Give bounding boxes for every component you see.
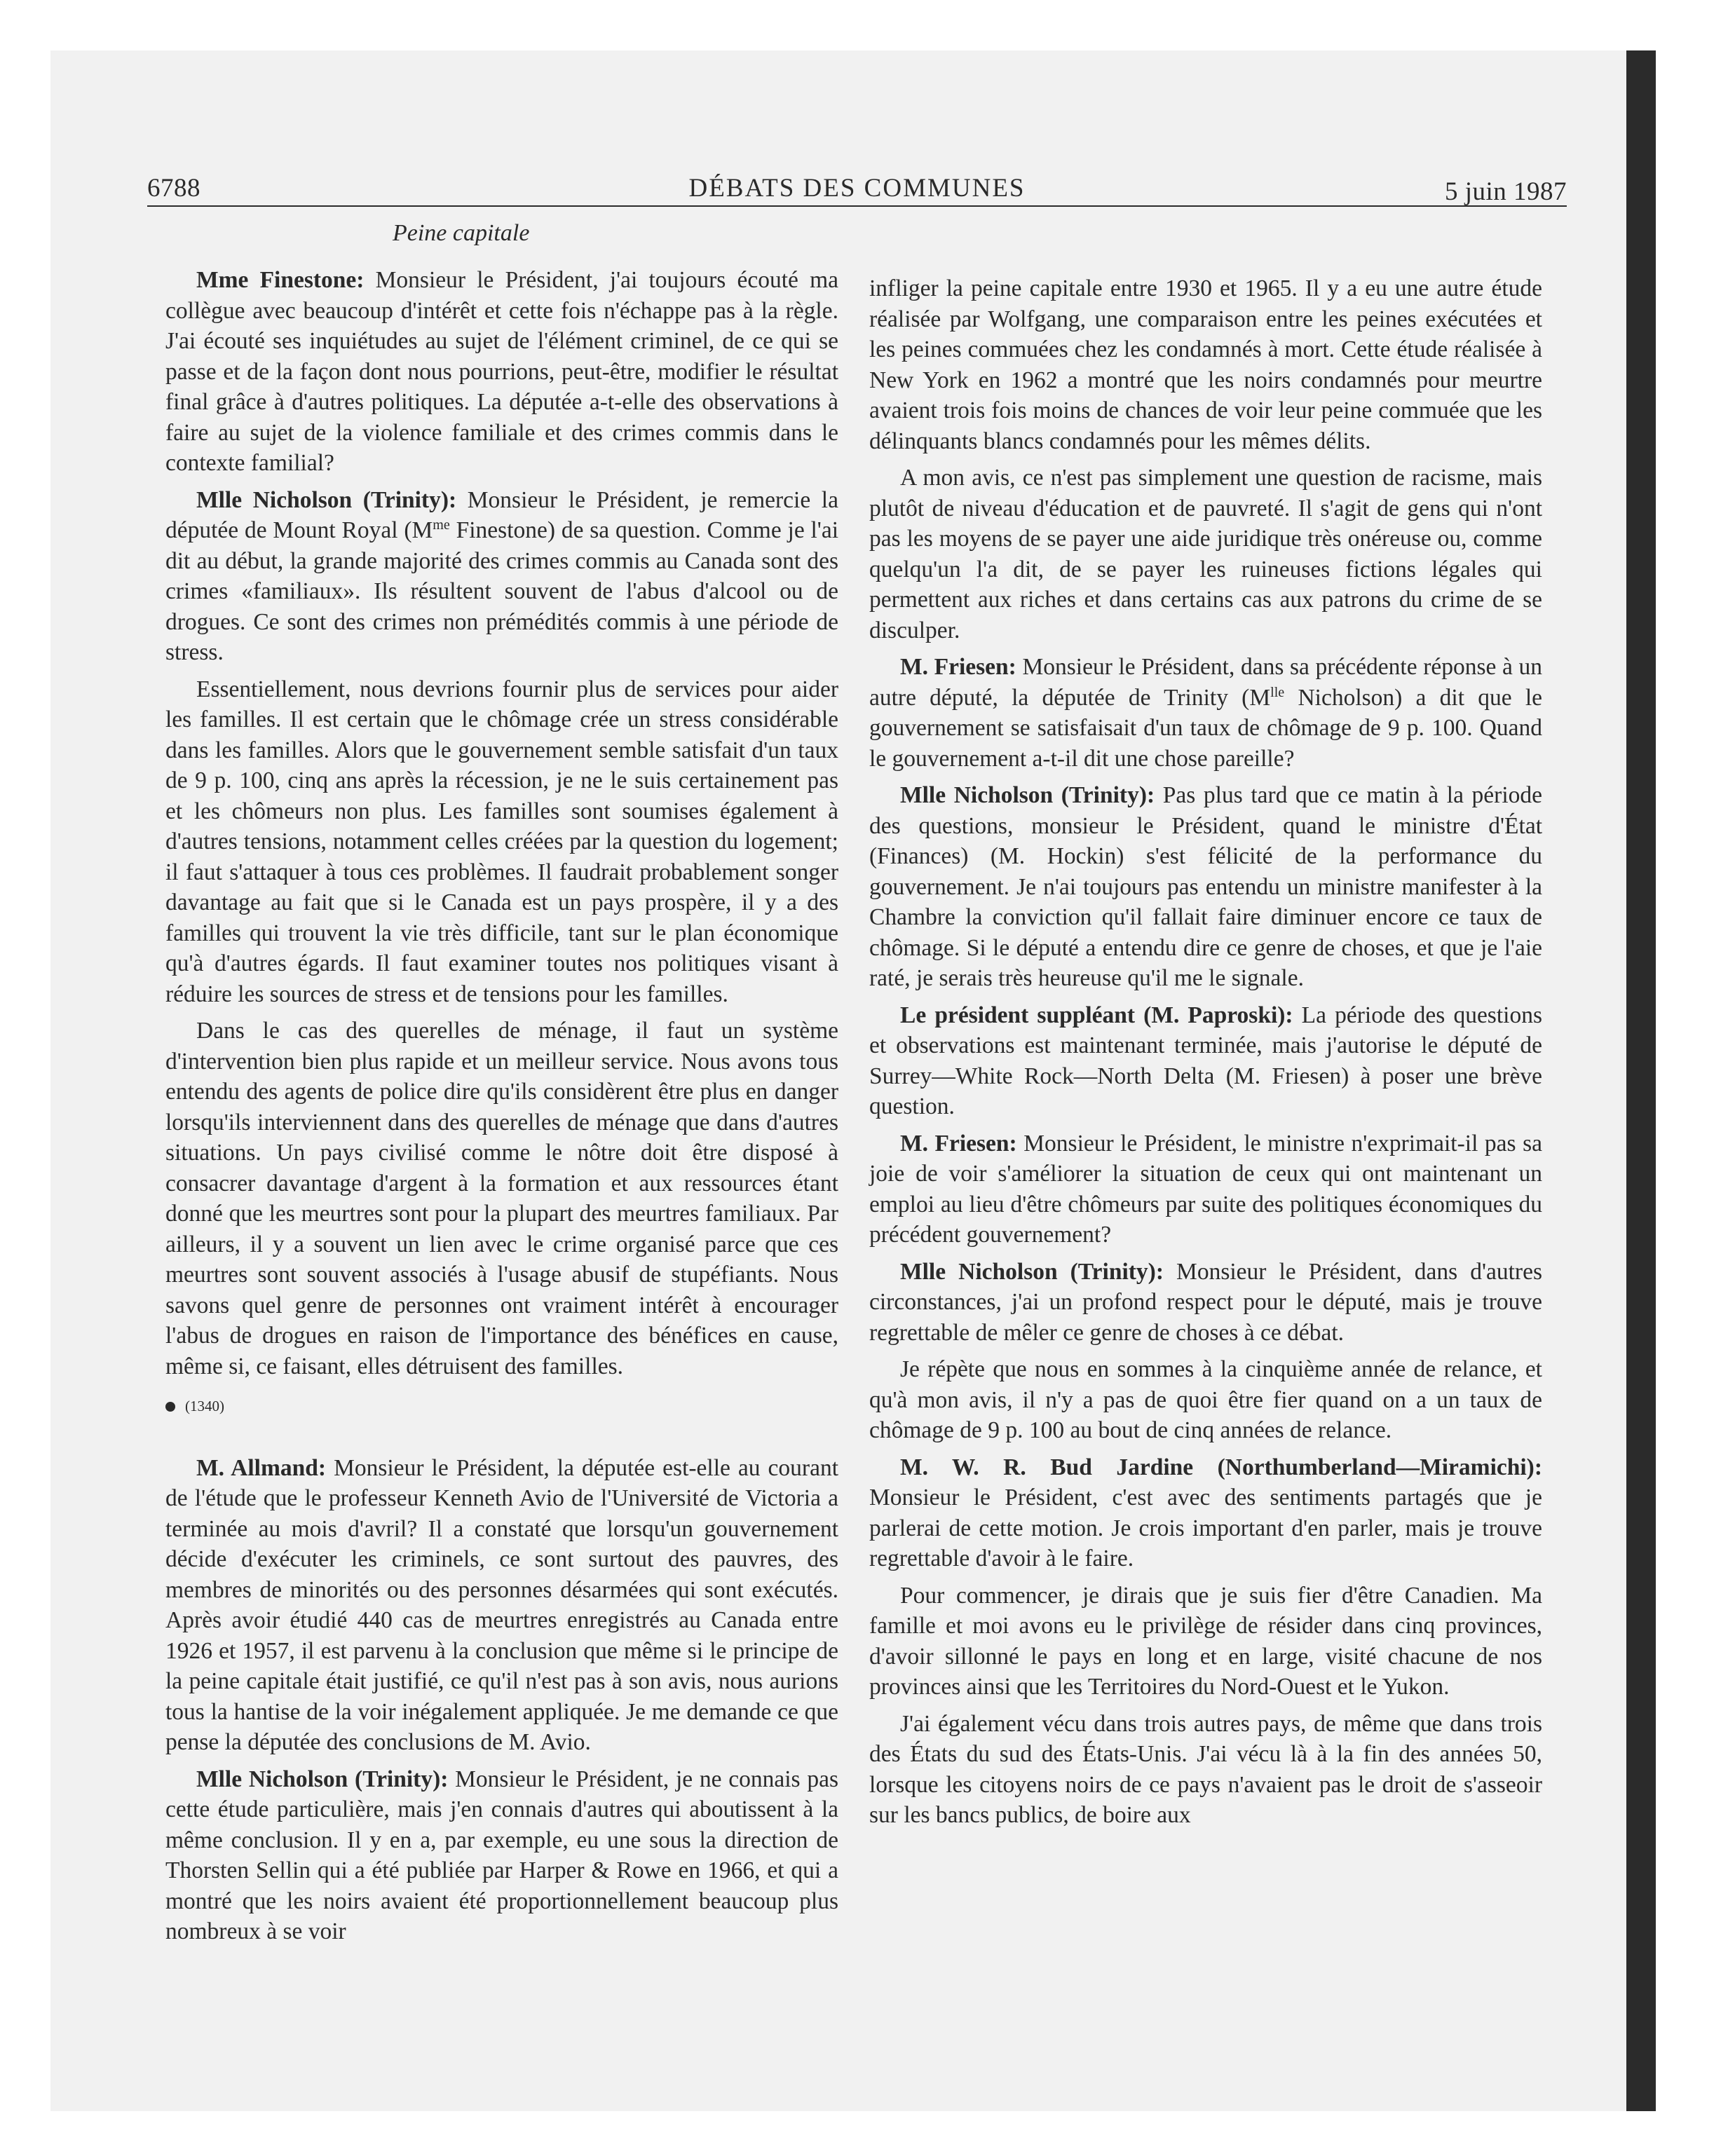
speaker-name: M. W. R. Bud Jardine (Northumberland—Miramichi): bbox=[900, 1454, 1542, 1480]
paragraph bbox=[869, 652, 1542, 774]
speech-text: Monsieur le Président, dans sa précédente réponse à un autre député, la députée de Trinity (M bbox=[869, 654, 1542, 711]
section-title: Peine capitale bbox=[393, 220, 530, 246]
paragraph bbox=[165, 265, 838, 479]
publication-title: DÉBATS DES COMMUNES bbox=[688, 174, 1026, 203]
left-column bbox=[165, 265, 838, 1953]
timestamp-marker bbox=[165, 1391, 838, 1422]
speech-text: Finestone) de sa question. Comme je l'ai dit au début, la grande majorité des crimes commis au Canada sont des crimes «familiaux». Ils résultent souvent de l'abus d'alcool ou de drogues. Ce sont des crimes non prémédités commis à une période de stress. bbox=[165, 517, 838, 665]
speech-text: Monsieur le Président, le ministre n'exprimait-il pas sa joie de voir s'améliorer la situation de ceux qui ont maintenant un emploi au lieu d'être chômeurs par suite des politiques économiques du précédent gouvernement? bbox=[869, 1130, 1542, 1248]
speech-text: Monsieur le Président, je remercie la députée de Mount Royal (M bbox=[165, 486, 838, 543]
paragraph bbox=[869, 1452, 1542, 1574]
paragraph: Je répète que nous en sommes à la cinquième année de relance, et qu'à mon avis, il n'y a pas de quoi être fier quand on a un taux de chômage de 9 p. 100 au bout de cinq années de relance. bbox=[869, 1356, 1542, 1443]
timestamp: (1340) bbox=[185, 1398, 224, 1414]
speaker-name: M. Allmand: bbox=[196, 1454, 327, 1481]
speech-text: Pas plus tard que ce matin à la période des questions, monsieur le Président, quand le ministre d'État (Finances) (M. Hockin) s'est félicité de la performance du gouvernement. Je n'ai toujours pas entendu un ministre manifester à la Chambre la conviction qu'il fallait faire diminuer encore ce taux de chômage. Si le député a entendu dire ce genre de choses, et que je l'aie raté, je serais très heureuse qu'il me le signale. bbox=[869, 782, 1542, 991]
paragraph bbox=[165, 485, 838, 668]
paragraph bbox=[869, 780, 1542, 994]
paragraph: Pour commencer, je dirais que je suis fier d'être Canadien. Ma famille et moi avons eu le privilège de résider dans cinq provinces, d'avoir sillonné le pays en long et en large, visité chacune de nos provinces ainsi que les Territoires du Nord-Ouest et le Yukon. bbox=[869, 1582, 1542, 1700]
header-rule bbox=[147, 205, 1567, 207]
paragraph bbox=[165, 1764, 838, 1947]
right-column bbox=[869, 273, 1542, 1837]
header-date: 5 juin 1987 bbox=[1444, 177, 1567, 206]
paragraph: A mon avis, ce n'est pas simplement une question de racisme, mais plutôt de niveau d'éducation et de pauvreté. Il s'agit de gens qui n'ont pas les moyens de se payer une aide juridique très onéreuse ou, comme quelqu'un l'a dit, de se payer les ruineuses fictions légales qui permettent aux riches et dans certains cas aux patrons du crime de se disculper. bbox=[869, 465, 1542, 643]
paragraph: Essentiellement, nous devrions fournir plus de services pour aider les familles. Il est certain que le chômage crée un stress considérable dans les familles. Alors que le gouvernement semble satisfait d'un taux de 9 p. 100, cinq ans après la récession, je ne le suis certainement pas et les chômeurs non plus. Les familles sont soumises également à d'autres tensions, notamment celles créées par la question du logement; il faut s'attaquer à tous ces problèmes. Il faudrait probablement songer davantage au fait que si le Canada est un pays prospère, il y a des familles qui trouvent la vie très difficile, tant sur le plan économique qu'à d'autres égards. Il faut examiner toutes nos politiques visant à réduire les sources de stress et de tensions pour les familles. bbox=[165, 676, 838, 1007]
speaker-name: M. Friesen: bbox=[900, 654, 1016, 680]
speech-text: Nicholson) a dit que le gouvernement se satisfaisait d'un taux de chômage de 9 p. 100. Quand le gouvernement a-t-il dit une chose pareille? bbox=[869, 684, 1543, 772]
paragraph bbox=[869, 1128, 1542, 1250]
speech-text: Monsieur le Président, je ne connais pas cette étude particulière, mais j'en connais d'autres qui aboutissent à la même conclusion. Il y en a, par exemple, eu une sous la direction de Thorsten Sellin qui a été publiée par Harper & Rowe en 1966, et qui a montré que les noirs avaient été proportionnellement beaucoup plus nombreux à se voir bbox=[165, 1766, 838, 1944]
speech-text: Monsieur le Président, dans d'autres circonstances, j'ai un profond respect pour le député, mais je trouve regrettable de mêler ce genre de choses à ce débat. bbox=[869, 1258, 1542, 1346]
speaker-name: Le président suppléant (M. Paproski): bbox=[900, 1002, 1293, 1028]
paragraph bbox=[869, 1000, 1542, 1122]
superscript: lle bbox=[1270, 684, 1285, 700]
paragraph: Dans le cas des querelles de ménage, il faut un système d'intervention bien plus rapide et un meilleur service. Nous avons tous entendu des agents de police dire qu'ils considèrent être plus en danger lorsqu'ils interviennent dans des querelles de ménage que dans d'autres situations. Un pays civilisé comme le nôtre doit être disposé à consacrer davantage d'argent à la formation et aux ressources étant donné que les meurtres sont pour la plupart des meurtres familiaux. Par ailleurs, il y a souvent un lien avec le crime organisé parce que ces meurtres sont souvent associés à l'usage abusif de stupéfiants. Nous savons quel genre de personnes ont vraiment intérêt à encourager l'abus de drogues en raison de l'importance des bénéfices en cause, même si, ce faisant, elles détruisent des familles. bbox=[165, 1018, 838, 1379]
paragraph: infliger la peine capitale entre 1930 et 1965. Il y a eu une autre étude réalisée par Wolfgang, une comparaison entre les peines exécutées et les peines commuées chez les condamnés à mort. Cette étude réalisée à New York en 1962 a montré que les noirs condamnés pour meurtre avaient trois fois moins de chances de voir leur peine commuée que les délinquants blancs condamnés pour les mêmes délits. bbox=[869, 275, 1542, 454]
speech-text: Monsieur le Président, j'ai toujours écouté ma collègue avec beaucoup d'intérêt et cette fois n'échappe pas à la règle. J'ai écouté ses inquiétudes au sujet de l'élément criminel, de ce qui se passe et de la façon dont nous pourrions, peut-être, modifier le résultat final grâce à d'autres politiques. La députée a-t-elle des observations à faire au sujet de la violence familiale et des crimes commis dans le contexte familial? bbox=[165, 267, 838, 476]
speech-text: Monsieur le Président, la députée est-elle au courant de l'étude que le professeur Kenneth Avio de l'Université de Victoria a terminée au mois d'avril? Il a constaté que lorsqu'un gouvernement décide d'exécuter les criminels, ce sont surtout des pauvres, des membres de minorités ou des personnes désarmées qui sont exécutés. Après avoir étudié 440 cas de meurtres enregistrés au Canada entre 1926 et 1957, il est parvenu à la conclusion que même si le principe de la peine capitale était justifié, ce qu'il n'est pas à son avis, nous aurions tous la hantise de la voir inégalement appliquée. Je me demande ce que pense la députée des conclusions de M. Avio. bbox=[165, 1454, 839, 1755]
superscript: me bbox=[433, 517, 450, 533]
scan-binding-shadow bbox=[1626, 50, 1656, 2111]
speech-text: Monsieur le Président, c'est avec des sentiments partagés que je parlerai de cette motion. Je crois important d'en parler, mais je trouve regrettable d'avoir à le faire. bbox=[869, 1485, 1542, 1571]
paragraph bbox=[165, 1453, 838, 1758]
speaker-name: M. Friesen: bbox=[900, 1130, 1017, 1157]
speaker-name: Mlle Nicholson (Trinity): bbox=[196, 1766, 449, 1792]
speaker-name: Mme Finestone: bbox=[196, 267, 365, 293]
speech-text: La période des questions et observations est maintenant terminée, mais j'autorise le député de Surrey—White Rock—North Delta (M. Friesen) à poser une brève question. bbox=[869, 1002, 1542, 1119]
speaker-name: Mlle Nicholson (Trinity): bbox=[900, 782, 1155, 808]
paragraph: J'ai également vécu dans trois autres pays, de même que dans trois des États du sud des États-Unis. J'ai vécu là à la fin des années 50, lorsque les citoyens noirs de ce pays n'avaient pas le droit de s'asseoir sur les bancs publics, de boire aux bbox=[869, 1710, 1542, 1828]
speaker-name: Mlle Nicholson (Trinity): bbox=[196, 486, 457, 513]
speaker-name: Mlle Nicholson (Trinity): bbox=[900, 1258, 1164, 1285]
page-number: 6788 bbox=[147, 174, 200, 203]
paragraph bbox=[869, 1257, 1542, 1349]
bullet-icon bbox=[165, 1402, 175, 1412]
